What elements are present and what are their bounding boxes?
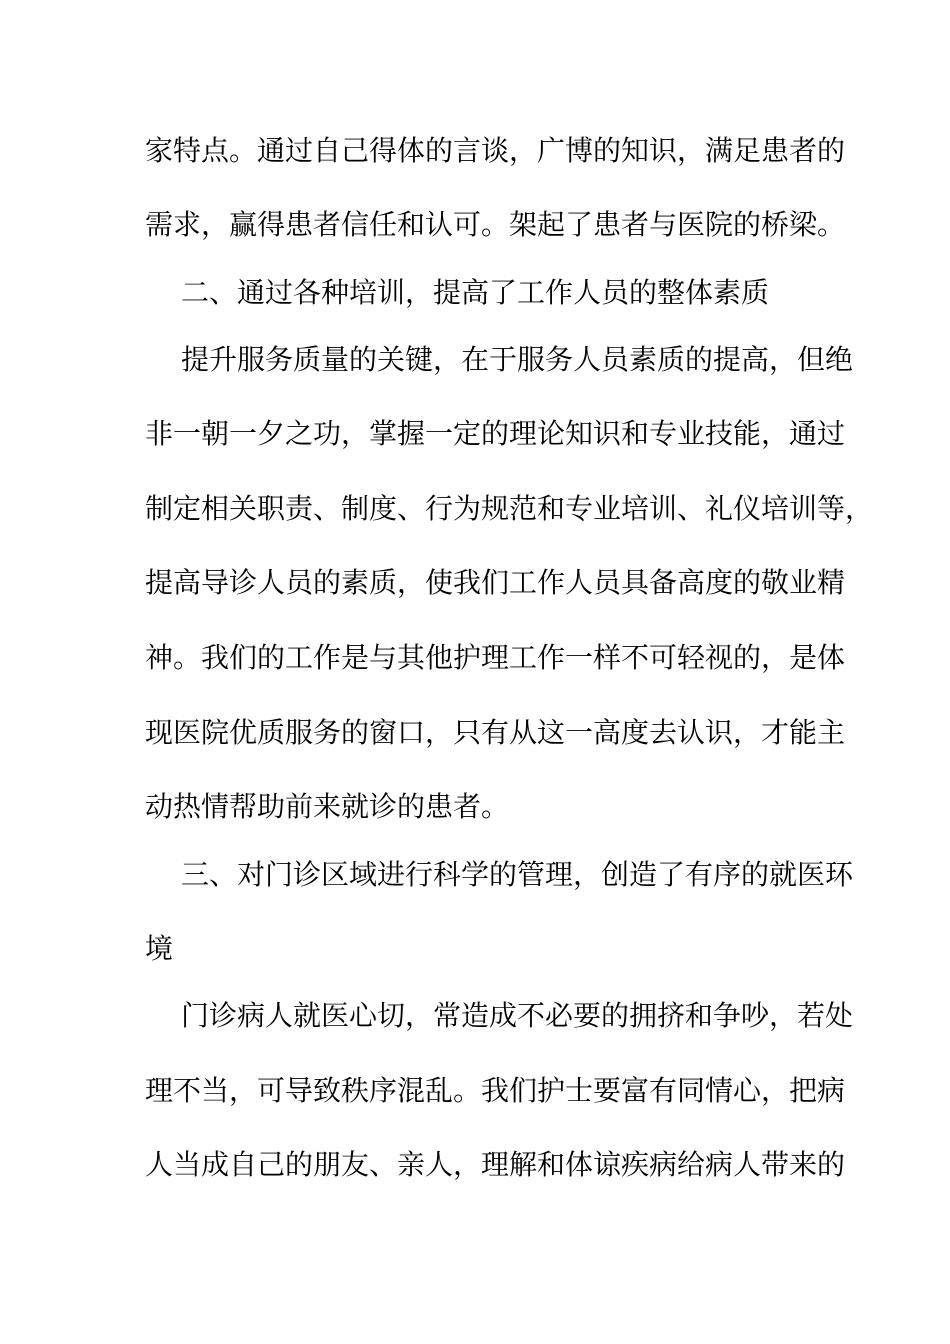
paragraph-line: 非一朝一夕之功，掌握一定的理论知识和专业技能，通过 <box>145 417 846 450</box>
paragraph-line: 理不当，可导致秩序混乱。我们护士要富有同情心，把病 <box>145 1074 846 1107</box>
section-heading: 三、对门诊区域进行科学的管理，创造了有序的就医环 <box>181 858 854 891</box>
paragraph-line: 神。我们的工作是与其他护理工作一样不可轻视的，是体 <box>145 641 846 674</box>
paragraph-line: 现医院优质服务的窗口，只有从这一高度去认识，才能主 <box>145 716 846 749</box>
paragraph-line: 需求，赢得患者信任和认可。架起了患者与医院的桥梁。 <box>145 208 846 241</box>
paragraph-line: 提高导诊人员的素质，使我们工作人员具备高度的敬业精 <box>145 566 846 599</box>
paragraph-line: 动热情帮助前来就诊的患者。 <box>145 790 510 823</box>
section-heading-continuation: 境 <box>145 932 174 965</box>
paragraph-line: 人当成自己的朋友、亲人，理解和体谅疾病给病人带来的 <box>145 1148 846 1181</box>
paragraph-line: 制定相关职责、制度、行为规范和专业培训、礼仪培训等， <box>145 492 874 525</box>
paragraph-line: 提升服务质量的关键，在于服务人员素质的提高，但绝 <box>181 343 854 376</box>
section-heading: 二、通过各种培训，提高了工作人员的整体素质 <box>181 276 770 309</box>
paragraph-line: 家特点。通过自己得体的言谈，广博的知识，满足患者的 <box>145 134 846 167</box>
paragraph-line: 门诊病人就医心切，常造成不必要的拥挤和争吵，若处 <box>181 999 854 1032</box>
